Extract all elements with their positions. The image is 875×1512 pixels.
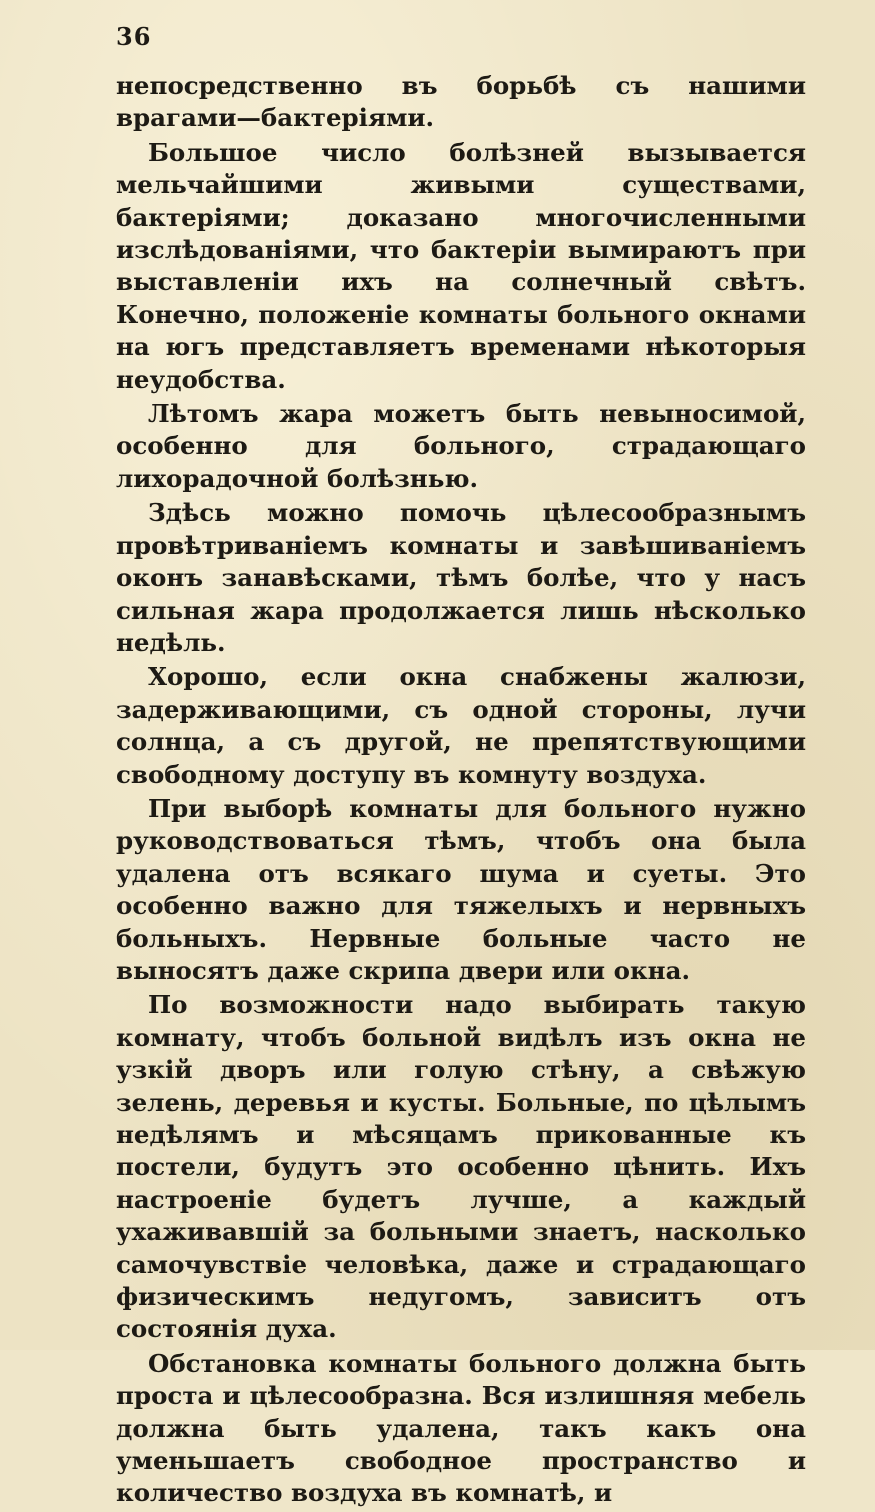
- paragraph-6: При выборѣ комнаты для больного нужно руководствоваться тѣмъ, чтобъ она была удалена отъ всякаго шума и суеты. Это особенно важно для тяжелыхъ и нервныхъ больныхъ. Нервные больные часто не выносятъ даже скрипа двери или окна.: [116, 793, 806, 985]
- page-number: 36: [116, 22, 152, 51]
- paragraph-4: Здѣсь можно помочь цѣлесообразнымъ провѣтриваніемъ комнаты и завѣшиваніемъ оконъ занавѣсками, тѣмъ болѣе, что у насъ сильная жара продолжается лишь нѣсколько недѣль.: [116, 498, 806, 657]
- paragraph-8: Обстановка комнаты больного должна быть проста и цѣлесообразна. Вся излишняя мебель должна быть удалена, такъ какъ она уменьшаетъ свободное пространство и количество воздуха въ комнатѣ, и: [116, 1348, 806, 1508]
- page-text: [116, 70, 806, 1512]
- paragraph-1: непосредственно въ борьбѣ съ нашими врагами—бактеріями.: [116, 71, 806, 133]
- paragraph-7: По возможности надо выбирать такую комнату, чтобъ больной видѣлъ изъ окна не узкій дворъ или голую стѣну, а свѣжую зелень, деревья и кусты. Больные, по цѣлымъ недѣлямъ и мѣсяцамъ прикованные къ постели, будутъ это особенно цѣнить. Ихъ настроеніе будетъ лучше, а каждый ухаживавшій за больными знаетъ, насколько самочувствіе человѣка, даже и страдающаго физическимъ недугомъ, зависитъ отъ состоянія духа.: [116, 990, 806, 1344]
- paragraph-3: Лѣтомъ жара можетъ быть невыносимой, особенно для больного, страдающаго лихорадочной болѣзнью.: [116, 399, 806, 493]
- paragraph-5: Хорошо, если окна снабжены жалюзи, задерживающими, съ одной стороны, лучи солнца, а съ другой, не препятствующими свободному доступу въ комнуту воздуха.: [116, 662, 806, 789]
- paragraph-2: Большое число болѣзней вызывается мельчайшими живыми существами, бактеріями; доказано многочисленными изслѣдованіями, что бактеріи вымираютъ при выставленіи ихъ на солнечный свѣтъ. Конечно, положеніе комнаты больного окнами на югъ представляетъ временами нѣкоторыя неудобства.: [116, 137, 806, 394]
